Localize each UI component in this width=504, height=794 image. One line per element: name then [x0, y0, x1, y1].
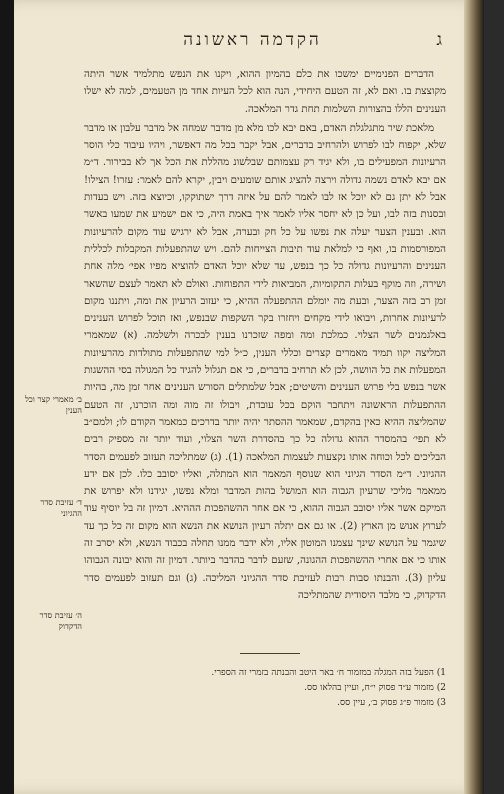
margin-note-1: ב׳ מאמרי קצר וכל הענין — [24, 394, 82, 415]
footnote-2: 2) מזמור ע״ד פסוק י״ח, ועיין בהלאו סס. — [304, 683, 446, 693]
book-binding — [464, 0, 484, 794]
footnotes — [84, 666, 446, 711]
main-text — [84, 66, 446, 606]
margin-note-2: ד׳ עזיבת סדר ההגיוני — [40, 497, 82, 518]
running-header — [60, 30, 445, 58]
footnote-divider — [240, 653, 300, 654]
footnote-1: 1) הפעל בזה המגלה במזמור ח׳ באר היטב והבנתה בזמרי זה הספרי. — [211, 668, 446, 678]
paragraph-1: הדברים הפנימיים ימשכו את כלם בהמיון ההוא, ויקנו את הנפש מתלמיד אשר היתה מקוצצת בו. ואם לא, זה הטעם היחידי, הנה הוא לכל העיות אחד מן הטעמים, למה לא ישלו הענינים הללו בהצורות השלמות תחת גדר המלאכה. — [84, 69, 446, 115]
footnote-3: 3) מזמור פ״ג פסוק ב׳, עיין סס. — [337, 698, 446, 708]
page-number: ג — [436, 30, 445, 50]
paragraph-2: מלאכת שיר מתגלגלת האדם, באם יבא לכו מלא מן מדבר שמחה אל מדבר עלבון או מדבר שלא, יקפוח לבו לפרוש ולהרחיב בדברים, אבל יקבר בכל מה דאפשר, ויהיו עיבוד כלי הוסר הרעיונות המפעילים בו, ולא יגיד רק עצמותם שבלשונ מהללת את הכל אך לא בבירור. ד״מ אם יבא לאדם נשמה גדולה וירצה להציג אותם שומעים ויבין, יקרא להם לאמר: עזרו! הצילו! אבל לא יתן גם לא יוכל אז לבו לאמר להם על איזה דרך ישתוקקו, וכיוצא בזה. ויש בעדות ובסנות בזה לבו, ועל כן לא יחסר אליו לאמר איך באמת היה, כי אם ישמיע את שמעו באשר הוא. ובענין הצער יעלה את נפשו על כל חק ובערה, אבל לא ירגיש עוד מקום להרעיונות המפורסמות בו, ואף כי למלאת עוד תיבות הצייחות להם. ויש שהתפעלות המקבלות לכללית הענינים והרעיונות גדולה כל כך בנפש, עד שלא יוכל האדם להוציא מפיו אפי׳ מלה אחת ושירה, וזה מוקף בעלות התקומיות, המביאות לידי התפוחות. ואולם לא תאמר לעצם שהשאר זמן רב בזה הצער, ובעת מה יומלם ההתפעלה ההיא, כי יעזוב הרעיון את ומה, ויתננו מקום לרעיונות אחרות, ויבואו לידי מקחים ויחזרו בקר השקפות שבנפש, ואז תוכל לפרוש הענינים באלגמנים לשר הצלוי. כמלכת ומה ומפה שזכרנו בענין לבכרה ולשלמה. (א) שמאמרי המליצה יקוו תמיד מאמרים קצרים וכללי הענין, כ״ל למי שהתפעלות מתולדות מהרעיונות המפעלות את כל הוושה, לכן לא תרחיב בדברים, כי אם תגלול להגיד כל המגולה בסי ההשגות אשר בנפש בלי פרוש הענינים והשיטים; אבל שלמתלים הסורש הענינים אחר זמן מה, בהיות ההתפעלות הראשונה ויתחבר הוקם בכל עובדת, ויבולו זה מוה ומה הוכרנו, זה הטעם שהמליצה ההיא כאין בהקדם, שמאמר ההסתר יהיה יותר בדרכים כמאמר הקודם לו; ולמם״ב לא תפי׳ בהמסדר ההוא גדולה כל כך בהסדרת השר הצלוי, ועוד יותר זה מספיק רבים הבליכים לכל וכוחה אותו נקצעות לעצמות המלאכה (1). (ג) שמתליכה תעזוב לפעמים הסדר ההגיוני. ד״מ הסדר הגיוני הוא שנוסף המאמר הוא המתלה, ואליו יסובב כלו. לכן אם ידע ממאמר מליכי שרעיון הגבוה הוא המושל בהות המדבר ומלא נפשו, יגידנו ולא יפרוש את המיקם אשר אליו יסובב הגבוה ההוא, כי אם אחר ההשהפכות הההיא. דמיון זה בל יוסיף עוד לערוץ אנוש מן הארץ (2). או גם אם יתלה רעיון הנושא את הנשא הוא מקום זה כל כך עד שיגמר על הנושא שינך עצמנו המוטון אליו, ולא ידבר ממנו תחלה בכבוד הנשא, ולא יסרב זה אותו כי אם אחרי ההשהפכות ההגונה, שזעם לדבר בהדבר ביותר. דמיון זה והוא יבונה הגבוהו עליון (3). והבנתו סבות רבות לעזיבת סדר ההגיוני המליכה. (ג) וגם תעזוב לפעמים סדר הדקדוק, כי מלבד היסודית שהמתליכה — [84, 122, 446, 601]
page-title: הקדמה ראשונה — [183, 30, 322, 50]
margin-note-3: ה׳ עזיבת סדר הדקדוק — [39, 610, 82, 631]
scan-edge — [0, 0, 14, 794]
